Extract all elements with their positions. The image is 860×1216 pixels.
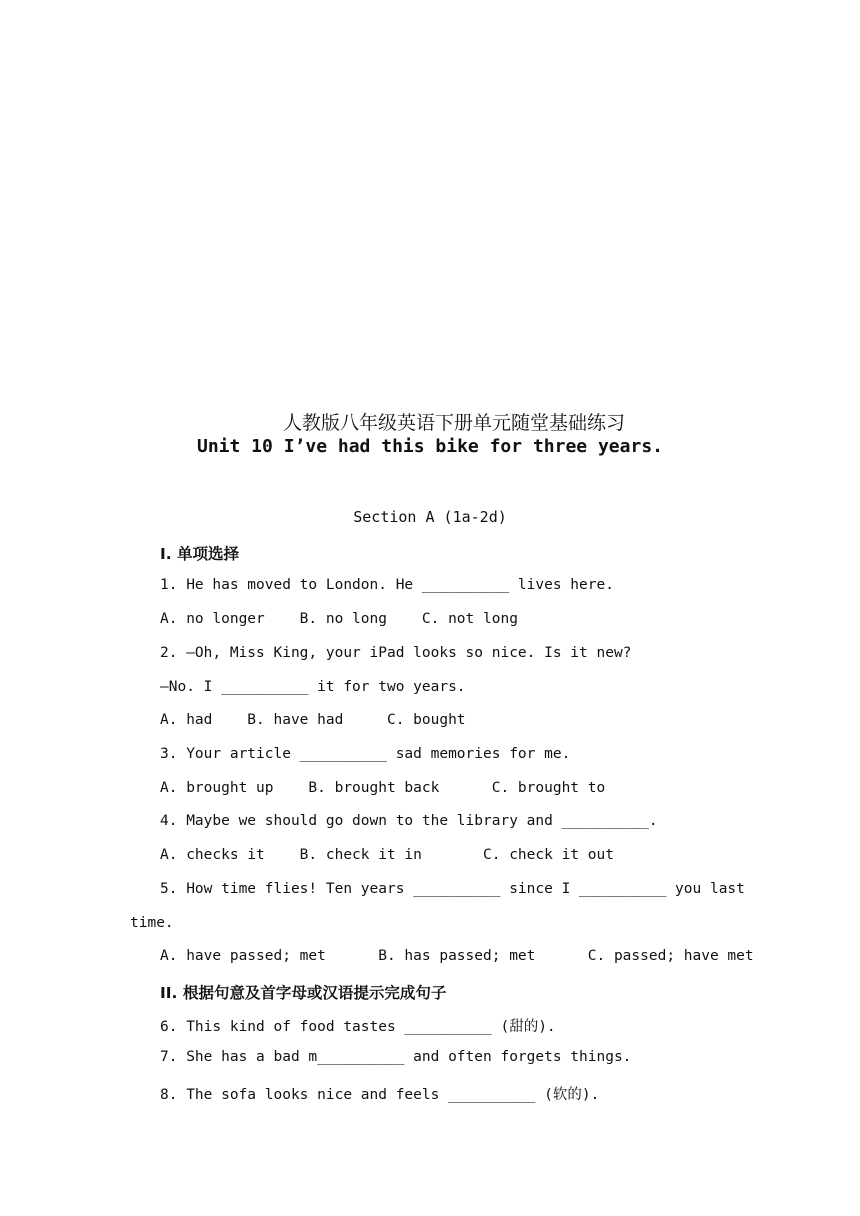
question-2-options: A. had B. have had C. bought	[160, 712, 466, 728]
question-4-options: A. checks it B. check it in C. check it out	[160, 847, 614, 863]
question-7: 7. She has a bad m__________ and often forgets things.	[160, 1049, 632, 1065]
question-6: 6. This kind of food tastes __________ (甜的).	[160, 1019, 556, 1035]
question-4: 4. Maybe we should go down to the library and __________.	[160, 813, 658, 829]
document-title-chinese: 人教版八年级英语下册单元随堂基础练习	[282, 412, 625, 434]
document-title-english: Unit 10 I’ve had this bike for three years.	[197, 436, 663, 457]
part-one-heading: I. 单项选择	[160, 545, 240, 563]
question-5: 5. How time flies! Ten years __________ since I __________ you last	[160, 881, 745, 897]
question-2: 2. —Oh, Miss King, your iPad looks so nice. Is it new?	[160, 645, 632, 661]
question-1: 1. He has moved to London. He __________ lives here.	[160, 577, 614, 593]
section-title: Section A (1a-2d)	[353, 508, 507, 526]
question-5-continued: time.	[130, 915, 174, 931]
question-2-continued: —No. I __________ it for two years.	[160, 679, 466, 695]
part-two-heading: II. 根据句意及首字母或汉语提示完成句子	[160, 984, 447, 1002]
question-8: 8. The sofa looks nice and feels __________ (软的).	[160, 1087, 600, 1103]
question-1-options: A. no longer B. no long C. not long	[160, 611, 518, 627]
question-5-options: A. have passed; met B. has passed; met C. passed; have met	[160, 948, 754, 964]
question-3: 3. Your article __________ sad memories for me.	[160, 746, 571, 762]
question-3-options: A. brought up B. brought back C. brought to	[160, 780, 606, 796]
